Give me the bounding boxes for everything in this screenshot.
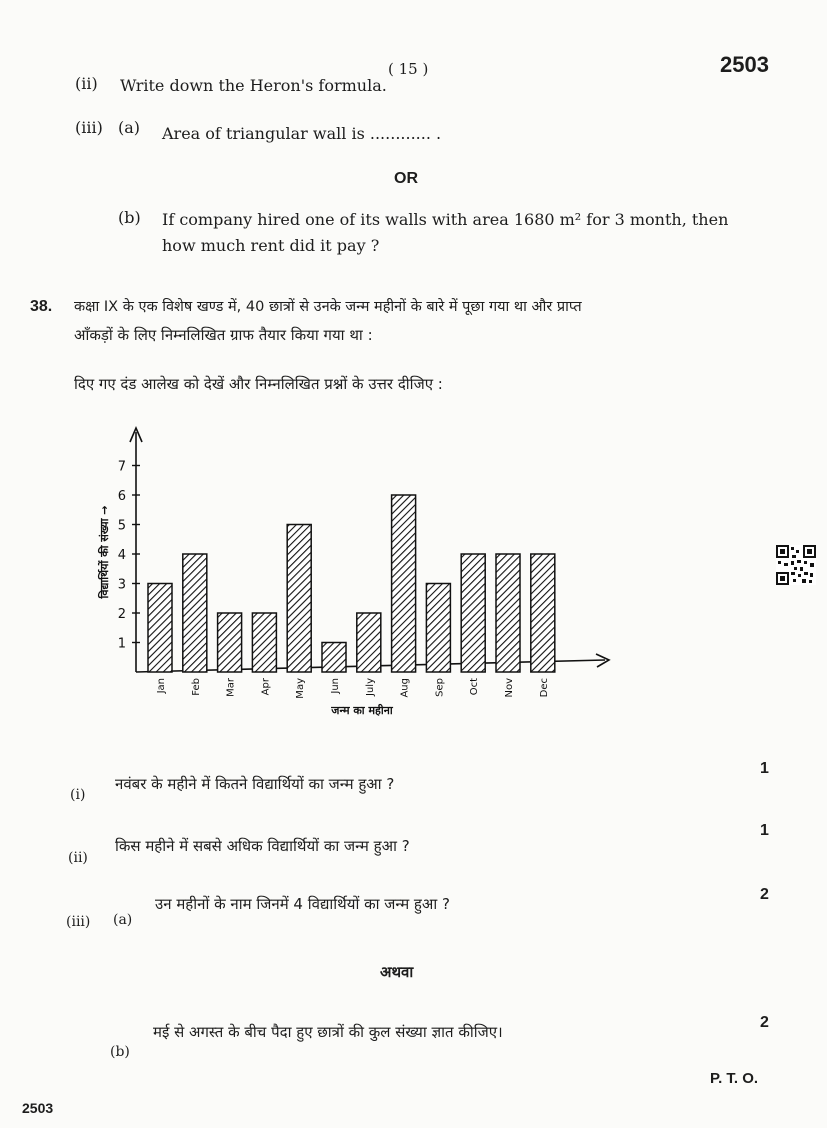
q37-ii-label: (ii)	[75, 74, 98, 93]
q37-or-label: OR	[394, 170, 418, 187]
bar-july	[357, 613, 381, 672]
footer-paper-code: 2503	[22, 1100, 54, 1116]
bar-oct	[461, 554, 485, 672]
bar-sep	[426, 584, 450, 673]
bar-jun	[322, 643, 346, 673]
x-tick-label: Sep	[434, 678, 446, 697]
q37-iii-a-label: (a)	[118, 118, 141, 137]
bar-nov	[496, 554, 520, 672]
bar-mar	[218, 613, 242, 672]
q38-iii-label: (iii)	[66, 914, 91, 930]
x-tick-label: Aug	[399, 678, 411, 698]
bar-feb	[183, 554, 207, 672]
bar-jan	[148, 584, 172, 673]
bar-aug	[392, 495, 416, 672]
q37-iii-a-text: Area of triangular wall is ............ .	[162, 124, 442, 143]
x-tick-label: Mar	[225, 678, 237, 697]
chart-y-label: विद्यार्थियों की संख्या →	[98, 505, 111, 599]
q38-ii-label: (ii)	[68, 850, 88, 866]
q38-iii-a-label: (a)	[113, 912, 133, 928]
x-tick-label: Oct	[469, 678, 481, 696]
q38-i-marks: 1	[760, 760, 769, 777]
bar-apr	[252, 613, 276, 672]
q38-b-label: (b)	[110, 1044, 130, 1060]
y-tick-label: 3	[117, 577, 126, 593]
q38-iii-a-text: उन महीनों के नाम जिनमें 4 विद्यार्थियों का जन्म हुआ ?	[155, 895, 450, 913]
y-tick-label: 2	[117, 607, 126, 622]
x-tick-label: Nov	[504, 678, 515, 698]
y-tick-label: 7	[117, 459, 126, 475]
x-tick-label: Apr	[260, 678, 272, 696]
page-number: ( 15 )	[388, 60, 429, 78]
bar-dec	[531, 554, 555, 672]
q37-iii-b-line2: how much rent did it pay ?	[162, 236, 380, 255]
q37-ii-text: Write down the Heron's formula.	[120, 76, 387, 95]
x-tick-label: Jun	[330, 678, 341, 694]
q38-number: 38.	[30, 298, 53, 315]
x-tick-label: Jan	[156, 678, 167, 694]
q38-i-text: नवंबर के महीने में कितने विद्यार्थियों का जन्म हुआ ?	[115, 775, 395, 793]
y-tick-label: 6	[117, 489, 126, 504]
x-tick-label: Feb	[190, 678, 202, 696]
bar-may	[287, 525, 311, 673]
q37-iii-b-label: (b)	[118, 208, 141, 227]
q38-ii-text: किस महीने में सबसे अधिक विद्यार्थियों का जन्म हुआ ?	[115, 837, 410, 855]
q38-instruction: दिए गए दंड आलेख को देखें और निम्नलिखित प्रश्नों के उत्तर दीजिए :	[74, 375, 443, 393]
x-tick-label: May	[295, 678, 307, 699]
q38-intro-line2: आँकड़ों के लिए निम्नलिखित ग्राफ तैयार किया गया था :	[74, 326, 373, 344]
q38-ii-marks: 1	[760, 822, 769, 839]
y-tick-label: 5	[117, 518, 126, 534]
y-tick-label: 1	[117, 636, 126, 652]
q38-i-label: (i)	[70, 787, 86, 803]
x-tick-label: Dec	[538, 678, 550, 698]
q38-intro-line1: कक्षा IX के एक विशेष खण्ड में, 40 छात्रों से उनके जन्म महीनों के बारे में पूछा गया था और प्राप्त	[74, 299, 582, 315]
y-tick-label: 4	[117, 548, 126, 563]
q38-or-label: अथवा	[380, 963, 414, 981]
q38-iii-marks: 2	[760, 886, 769, 903]
q38-b-marks: 2	[760, 1014, 769, 1031]
paper-code: 2503	[720, 52, 769, 77]
chart-x-label: जन्म का महीना	[331, 704, 393, 717]
q37-iii-label: (iii)	[75, 118, 103, 137]
x-tick-label: July	[364, 678, 376, 696]
pto-label: P. T. O.	[710, 1070, 759, 1087]
q38-b-text: मई से अगस्त के बीच पैदा हुए छात्रों की कुल संख्या ज्ञात कीजिए।	[153, 1023, 503, 1041]
q37-iii-b-line1: If company hired one of its walls with area 1680 m² for 3 month, then	[162, 210, 729, 229]
